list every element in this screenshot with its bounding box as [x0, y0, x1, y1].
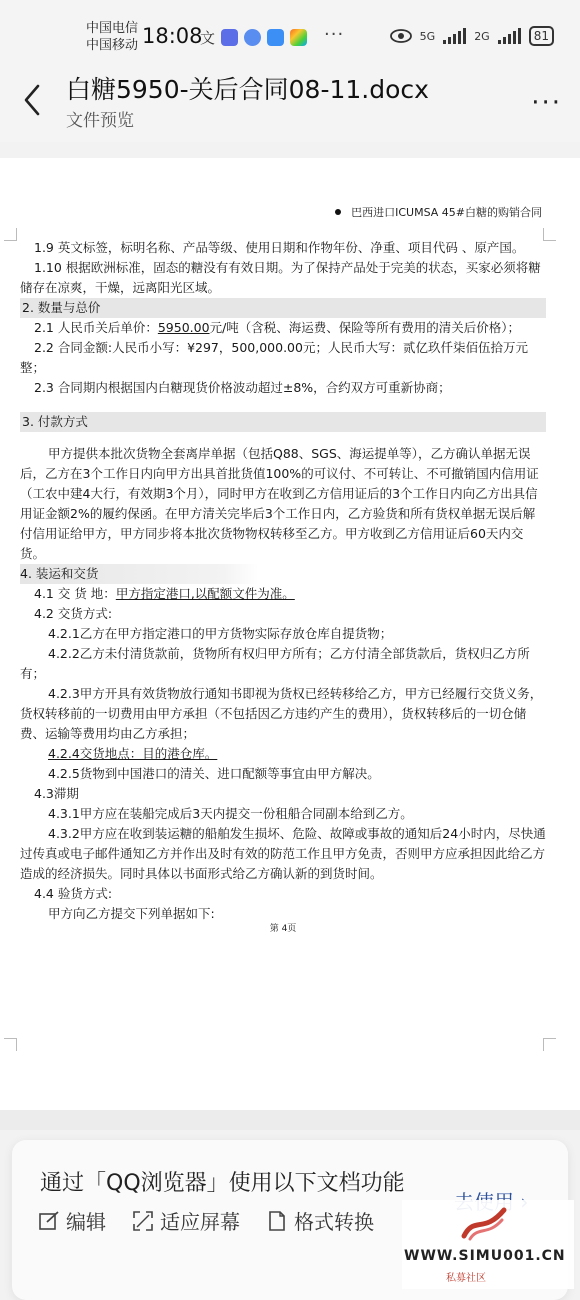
page-corner-mark — [4, 1038, 17, 1051]
clause-2-1 — [20, 318, 546, 338]
section-heading-3: 3. 付款方式 — [20, 412, 546, 432]
network-label-1: 5G — [419, 29, 436, 43]
section-heading-4: 4. 装运和交货 — [20, 564, 360, 584]
clause-2-3: 2.3 合同期内根据国内白糖现货价格波动超过±8%，合约双方可重新协商； — [34, 380, 451, 395]
edit-button[interactable] — [38, 1206, 106, 1235]
clause-1-9: 1.9 英文标签，标明名称、产品等级、使用日期和作物年份、净重、项目代码 、原产国。 — [34, 240, 525, 255]
format-convert-button[interactable] — [266, 1206, 374, 1235]
promo-text: 通过「QQ浏览器」使用以下文档功能 — [40, 1171, 405, 1196]
page-separator — [0, 1110, 580, 1130]
watermark-logo-icon — [460, 1206, 508, 1242]
notification-icons — [200, 27, 307, 48]
system-status — [390, 26, 554, 46]
clause-2-1-rest: 元/吨（含税、海运费、保险等所有费用的清关后价格）； — [209, 320, 521, 335]
document-body — [20, 238, 546, 934]
edit-label: 编辑 — [66, 1210, 106, 1234]
carrier-2: 中国移动 — [86, 38, 139, 53]
clock: 18:08 — [142, 24, 203, 48]
network-label-2: 2G — [474, 29, 490, 43]
clause-4-1-label: 4.1 交 货 地： — [34, 586, 116, 601]
app-icon-qq-browser — [267, 29, 284, 46]
doc-tools — [38, 1206, 374, 1235]
fit-screen-button[interactable] — [132, 1206, 240, 1235]
clause-4-2-1: 4.2.1乙方在甲方指定港口的甲方货物实际存放仓库自提货物； — [48, 626, 393, 641]
edit-icon — [38, 1210, 60, 1232]
watermark-subtitle: 私募社区 — [446, 1273, 486, 1284]
clause-1-10: 1.10 根据欧洲标准，固态的糖没有有效日期。为了保持产品处于完美的状态，买家必须将糖储存在凉爽，干燥，远离阳光区域。 — [20, 260, 541, 295]
clause-4-4: 4.4 验货方式: — [34, 886, 113, 901]
app-icon-gallery — [290, 29, 307, 46]
signal-icon-2 — [498, 28, 521, 44]
document-page[interactable] — [0, 158, 580, 1110]
back-arrow-icon[interactable] — [18, 78, 50, 122]
more-notifications-icon: ··· — [324, 24, 345, 45]
section-heading-2: 2. 数量与总价 — [20, 298, 546, 318]
bullet-icon — [335, 209, 341, 215]
clause-2-2: 2.2 合同金额:人民币小写：¥297，500,000.00元；人民币大写：贰亿玖仟柒佰伍拾万元整； — [20, 340, 528, 375]
format-convert-label: 格式转换 — [294, 1210, 374, 1234]
app-icon-music — [244, 29, 261, 46]
translate-icon: 文 — [200, 29, 216, 47]
page-corner-mark — [4, 228, 17, 241]
eye-comfort-icon — [390, 29, 412, 43]
carrier-info — [86, 20, 138, 54]
clause-4-3-1: 4.3.1甲方应在装船完成后3天内提交一份租船合同副本给到乙方。 — [48, 806, 413, 821]
page-number: 第 4页 — [269, 924, 297, 934]
document-title: 白糖5950-关后合同08-11.docx — [66, 75, 429, 104]
clause-3-payment: 甲方提供本批次货物全套离岸单据（包括Q88、SGS、海运提单等），乙方确认单据无误后，乙方在3个工作日内向甲方出具首批货值100%的可议付、不可转让、不可撤销国内信用证（工农中建4大行，有效期3个月），同时甲方在收到乙方信用证后的3个工作日内向乙方出具信用证金额2%的履约保函。在甲方清关完毕后3个工作日内，乙方验货和所有货权单据无误后解付信用证给甲方，甲方同步将本批次货物物权转移至乙方。甲方收到乙方信用证后60天内交货。 — [20, 446, 539, 561]
watermark-url: WWW.SIMU001.CN — [404, 1248, 566, 1264]
file-icon — [266, 1210, 288, 1232]
status-bar — [0, 0, 580, 60]
clause-4-2-3: 4.2.3甲方开具有效货物放行通知书即视为货权已经转移给乙方，甲方已经履行交货义务，货权转移前的一切费用由甲方承担（不包括因乙方违约产生的费用），货权转移后的一切仓储费、运输等费用均由乙方承担； — [20, 686, 543, 741]
more-options-icon[interactable]: ··· — [531, 88, 562, 118]
clause-4-2-5: 4.2.5货物到中国港口的清关、进口配额等事宜由甲方解决。 — [48, 766, 380, 781]
clause-4-4-intro: 甲方向乙方提交下列单据如下: — [48, 906, 215, 921]
watermark — [402, 1200, 574, 1289]
page-corner-mark — [543, 1038, 556, 1051]
unit-price: 5950.00 — [157, 320, 210, 335]
clause-4-3: 4.3滞期 — [34, 786, 79, 801]
clause-4-2-4: 4.2.4交货地点：目的港仓库。 — [48, 746, 218, 761]
app-icon-education — [221, 29, 238, 46]
running-header-text: 巴西进口ICUMSA 45#白糖的购销合同 — [351, 206, 542, 219]
document-subtitle: 文件预览 — [66, 111, 134, 131]
battery-icon: 81 — [529, 26, 554, 46]
title-bar — [0, 60, 580, 142]
clause-2-1-label: 2.1 人民币关后单价： — [34, 320, 158, 335]
clause-4-3-2: 4.3.2甲方应在收到装运糖的船舶发生损坏、危险、故障或事故的通知后24小时内，尽快通过传真或电子邮件通知乙方并作出及时有效的防范工作且甲方免责，否则甲方应承担因此给乙方造成的经济损失。同时具体以书面形式给乙方确认新的到货时间。 — [20, 826, 546, 881]
clause-4-2-2: 4.2.2乙方未付清货款前，货物所有权归甲方所有；乙方付清全部货款后，货权归乙方所有； — [20, 646, 530, 681]
clause-4-1 — [20, 584, 546, 604]
running-header — [335, 204, 542, 220]
clause-4-1-value: 甲方指定港口,以配额文件为准。 — [115, 586, 295, 601]
clause-4-2: 4.2 交货方式: — [34, 606, 113, 621]
signal-icon-1 — [443, 28, 466, 44]
fit-screen-icon — [132, 1210, 154, 1232]
carrier-1: 中国电信 — [86, 21, 139, 36]
fit-screen-label: 适应屏幕 — [160, 1210, 240, 1234]
